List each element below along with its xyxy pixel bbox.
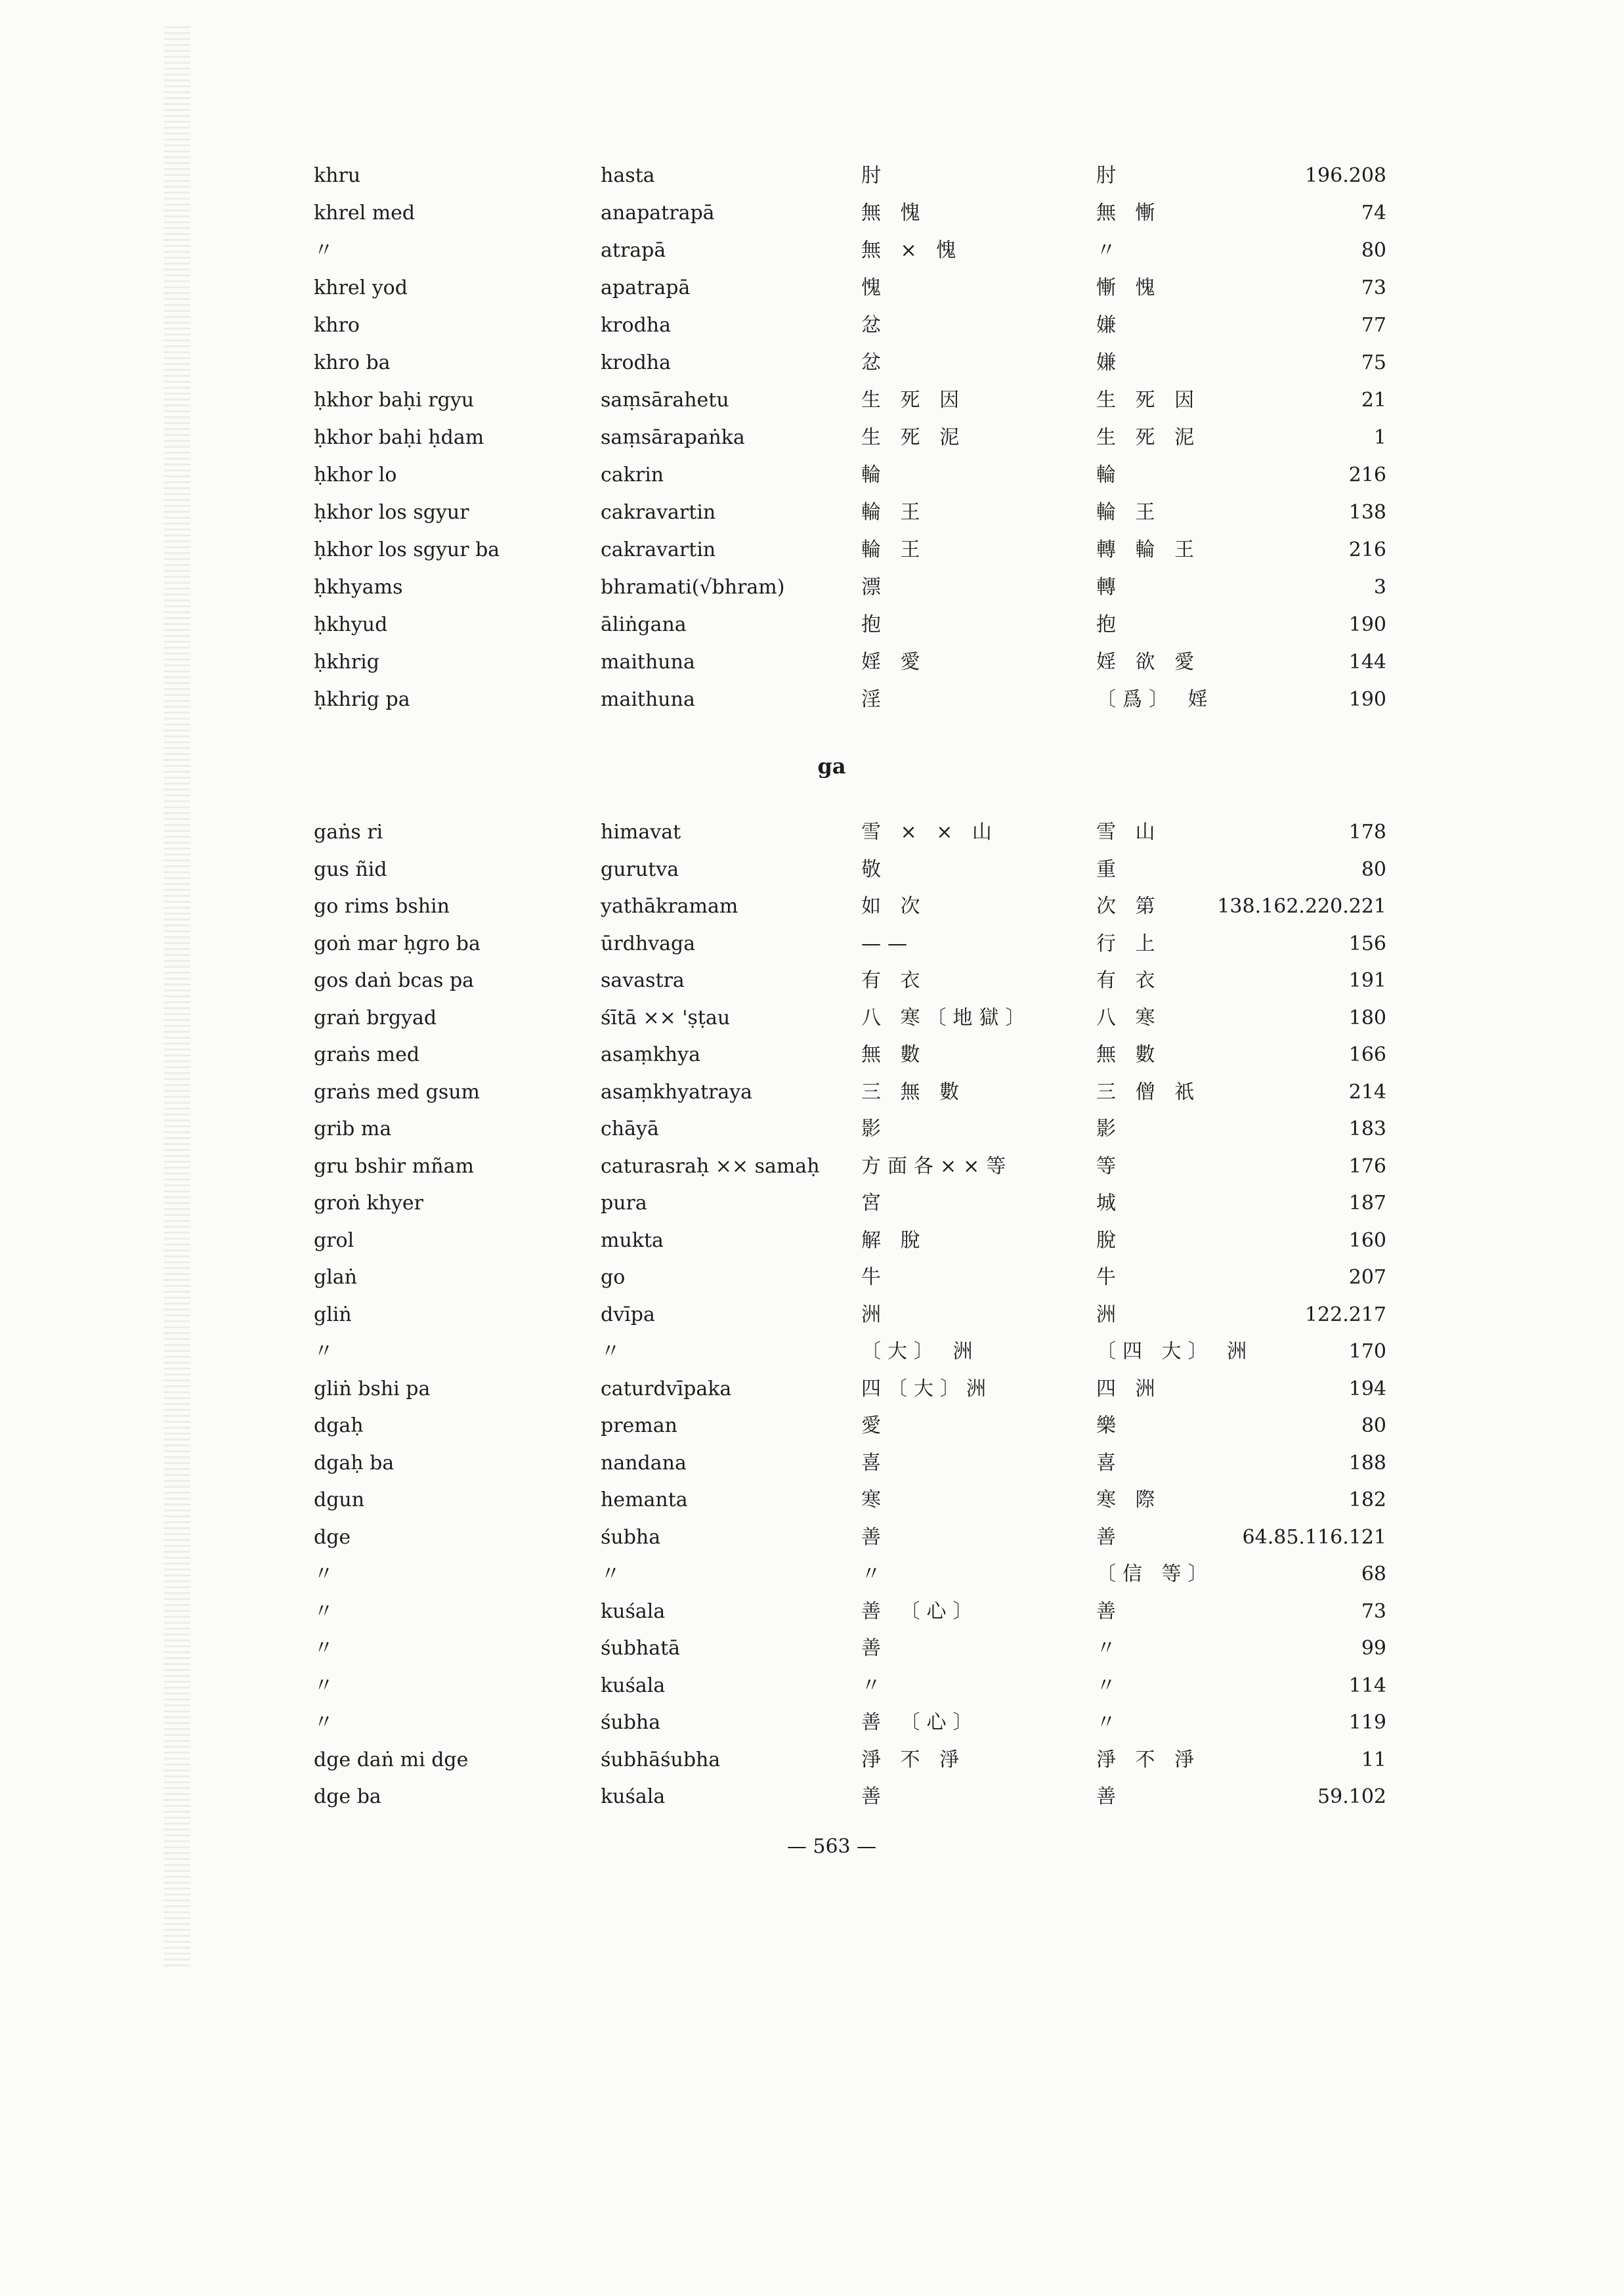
chinese-term-b: 無 慚 [1096, 202, 1162, 225]
reference-number: 156 [1348, 932, 1386, 955]
glossary-entry [0, 1223, 1624, 1259]
tibetan-term: grib ma [314, 1117, 392, 1140]
chinese-term-b: 等 [1096, 1154, 1122, 1178]
reference-number: 190 [1348, 613, 1386, 636]
tibetan-term: ḥkhrig pa [314, 688, 410, 711]
chinese-term-b: 城 [1096, 1192, 1122, 1215]
reference-number: 138.162.220.221 [1217, 895, 1386, 918]
chinese-term-a: 雪 × × 山 [861, 821, 998, 844]
tibetan-term: 〃 [314, 1674, 333, 1697]
tibetan-term: groṅ khyer [314, 1192, 424, 1215]
reference-number: 80 [1361, 1414, 1386, 1437]
chinese-term-b: 〃 [1096, 239, 1122, 262]
chinese-term-b: 牛 [1096, 1266, 1122, 1289]
glossary-entry [0, 607, 1624, 643]
tibetan-term: khrel med [314, 202, 416, 225]
tibetan-term: grol [314, 1228, 354, 1252]
reference-number: 214 [1348, 1080, 1386, 1104]
glossary-entry [0, 232, 1624, 269]
chinese-term-a: 〃 [861, 1674, 887, 1697]
reference-number: 196.208 [1304, 164, 1386, 187]
sanskrit-term: maithuna [601, 688, 695, 711]
tibetan-term: dge daṅ mi dge [314, 1748, 469, 1771]
sanskrit-term: nandana [601, 1451, 687, 1475]
reference-number: 114 [1348, 1674, 1386, 1697]
chinese-term-a: 愛 [861, 1414, 887, 1437]
tibetan-term: go rims bshin [314, 895, 450, 918]
chinese-term-a: 有 衣 [861, 969, 927, 992]
tibetan-term: ḥkhyams [314, 576, 403, 599]
chinese-term-b: 有 衣 [1096, 969, 1162, 992]
chinese-term-b: 輪 [1096, 464, 1122, 487]
reference-number: 178 [1348, 821, 1386, 844]
chinese-term-a: 三 無 數 [861, 1080, 966, 1104]
reference-number: 216 [1348, 464, 1386, 487]
chinese-term-a: 生 死 因 [861, 389, 966, 412]
sanskrit-term: mukta [601, 1228, 664, 1252]
sanskrit-term: 〃 [601, 1340, 620, 1363]
chinese-term-b: 生 死 泥 [1096, 426, 1201, 449]
reference-number: 188 [1348, 1451, 1386, 1475]
glossary-entry [0, 1371, 1624, 1408]
reference-number: 68 [1361, 1563, 1386, 1586]
tibetan-term: ḥkhor los sgyur [314, 501, 469, 524]
chinese-term-b: 善 [1096, 1525, 1122, 1549]
chinese-term-b: 〔信 等〕 [1096, 1563, 1214, 1586]
chinese-term-b: 生 死 因 [1096, 389, 1201, 412]
reference-number: 80 [1361, 857, 1386, 881]
chinese-term-b: 洲 [1096, 1303, 1122, 1326]
chinese-term-b: 〃 [1096, 1674, 1122, 1697]
glossary-entry [0, 195, 1624, 232]
chinese-term-b: 嫌 [1096, 351, 1122, 374]
chinese-term-a: 洲 [861, 1303, 887, 1326]
tibetan-term: 〃 [314, 1563, 333, 1586]
tibetan-term: dgun [314, 1488, 365, 1511]
chinese-term-b: 善 [1096, 1785, 1122, 1808]
reference-number: 160 [1348, 1228, 1386, 1252]
reference-number: 187 [1348, 1192, 1386, 1215]
sanskrit-term: apatrapā [601, 276, 691, 299]
sanskrit-term: pura [601, 1192, 647, 1215]
tibetan-term: dge [314, 1525, 351, 1549]
chinese-term-a: 方面各××等 [861, 1154, 1013, 1178]
glossary-entry [0, 494, 1624, 531]
chinese-term-a: 四〔大〕洲 [861, 1377, 993, 1400]
chinese-term-b: 無 數 [1096, 1043, 1162, 1066]
tibetan-term: graṅs med [314, 1043, 420, 1066]
chinese-term-b: 樂 [1096, 1414, 1122, 1437]
sanskrit-term: atrapā [601, 239, 666, 262]
sanskrit-term: śītā ×× 'ṣṭau [601, 1006, 731, 1029]
glossary-entry [0, 158, 1624, 194]
chinese-term-a: 善 [861, 1525, 887, 1549]
tibetan-term: 〃 [314, 1599, 333, 1623]
chinese-term-a: 肘 [861, 164, 887, 187]
reference-number: 194 [1348, 1377, 1386, 1400]
glossary-entry [0, 1074, 1624, 1111]
sanskrit-term: bhramati(√bhram) [601, 576, 785, 599]
sanskrit-term: cakrin [601, 464, 664, 487]
reference-number: 80 [1361, 239, 1386, 262]
chinese-term-b: 〃 [1096, 1711, 1122, 1734]
reference-number: 1 [1373, 426, 1386, 449]
chinese-term-b: 〃 [1096, 1637, 1122, 1660]
reference-number: 216 [1348, 538, 1386, 561]
glossary-entry [0, 270, 1624, 307]
glossary-entry [0, 1259, 1624, 1296]
sanskrit-term: śubha [601, 1711, 661, 1734]
glossary-entry [0, 1445, 1624, 1482]
chinese-term-a: 無 數 [861, 1043, 927, 1066]
glossary-entry [0, 1519, 1624, 1556]
chinese-term-a: —— [861, 932, 914, 955]
reference-number: 190 [1348, 688, 1386, 711]
glossary-entry [0, 382, 1624, 419]
chinese-term-b: 三 僧 祇 [1096, 1080, 1201, 1104]
chinese-term-a: 影 [861, 1117, 887, 1140]
sanskrit-term: kuśala [601, 1674, 666, 1697]
reference-number: 182 [1348, 1488, 1386, 1511]
sanskrit-term: cakravartin [601, 538, 716, 561]
tibetan-term: gos daṅ bcas pa [314, 969, 475, 992]
glossary-entry [0, 1111, 1624, 1148]
glossary-entry [0, 814, 1624, 851]
sanskrit-term: āliṅgana [601, 613, 687, 636]
glossary-entry [0, 1704, 1624, 1741]
sanskrit-term: go [601, 1266, 626, 1289]
chinese-term-a: 牛 [861, 1266, 887, 1289]
page-number: — 563 — [786, 1835, 877, 1858]
glossary-entry [0, 1333, 1624, 1370]
chinese-term-a: 如 次 [861, 895, 927, 918]
chinese-term-a: 善 〔心〕 [861, 1711, 979, 1734]
chinese-term-a: 輪 王 [861, 501, 927, 524]
tibetan-term: 〃 [314, 1711, 333, 1734]
reference-number: 166 [1348, 1043, 1386, 1066]
chinese-term-a: 解 脫 [861, 1228, 927, 1252]
chinese-term-b: 喜 [1096, 1451, 1122, 1475]
chinese-term-b: 影 [1096, 1117, 1122, 1140]
sanskrit-term: saṃsārapaṅka [601, 426, 745, 449]
chinese-term-b: 婬 欲 愛 [1096, 651, 1201, 674]
sanskrit-term: śubhatā [601, 1637, 681, 1660]
tibetan-term: dgaḥ ba [314, 1451, 395, 1475]
chinese-term-a: 〔大〕 洲 [861, 1340, 979, 1363]
sanskrit-term: ūrdhvaga [601, 932, 696, 955]
tibetan-term: gliṅ bshi pa [314, 1377, 431, 1400]
sanskrit-term: krodha [601, 351, 671, 374]
tibetan-term: goṅ mar ḥgro ba [314, 932, 481, 955]
chinese-term-b: 〔四 大〕 洲 [1096, 1340, 1254, 1363]
glossary-entry [0, 1000, 1624, 1037]
chinese-term-b: 轉 [1096, 576, 1122, 599]
sanskrit-term: yathākramam [601, 895, 738, 918]
tibetan-term: khro ba [314, 351, 391, 374]
glossary-entry [0, 569, 1624, 606]
tibetan-term: 〃 [314, 1340, 333, 1363]
reference-number: 75 [1361, 351, 1386, 374]
glossary-entry [0, 307, 1624, 344]
sanskrit-term: asaṃkhyatraya [601, 1080, 753, 1104]
sanskrit-term: saṃsārahetu [601, 389, 729, 412]
chinese-term-b: 慚 愧 [1096, 276, 1162, 299]
tibetan-term: graṅ brgyad [314, 1006, 437, 1029]
chinese-term-b: 八 寒 [1096, 1006, 1162, 1029]
sanskrit-term: hasta [601, 164, 655, 187]
glossary-entry [0, 926, 1624, 963]
chinese-term-b: 抱 [1096, 613, 1122, 636]
reference-number: 73 [1361, 1599, 1386, 1623]
chinese-term-b: 嫌 [1096, 314, 1122, 337]
sanskrit-term: maithuna [601, 651, 695, 674]
glossary-entry [0, 1593, 1624, 1630]
sanskrit-term: cakravartin [601, 501, 716, 524]
chinese-term-a: 愧 [861, 276, 887, 299]
reference-number: 180 [1348, 1006, 1386, 1029]
tibetan-term: dge ba [314, 1785, 381, 1808]
chinese-term-a: 婬 愛 [861, 651, 927, 674]
glossary-entry [0, 852, 1624, 888]
sanskrit-term: kuśala [601, 1599, 666, 1623]
reference-number: 64.85.116.121 [1242, 1525, 1386, 1549]
chinese-term-b: 重 [1096, 857, 1122, 881]
chinese-term-a: 淫 [861, 688, 887, 711]
reference-number: 3 [1373, 576, 1386, 599]
tibetan-term: khro [314, 314, 360, 337]
chinese-term-a: 〃 [861, 1563, 887, 1586]
chinese-term-a: 無 愧 [861, 202, 927, 225]
chinese-term-a: 八 寒〔地獄〕 [861, 1006, 1032, 1029]
sanskrit-term: krodha [601, 314, 671, 337]
tibetan-term: khru [314, 164, 361, 187]
chinese-term-b: 轉 輪 王 [1096, 538, 1201, 561]
reference-number: 191 [1348, 969, 1386, 992]
tibetan-term: ḥkhor los sgyur ba [314, 538, 500, 561]
sanskrit-term: chāyā [601, 1117, 659, 1140]
glossary-entry [0, 1148, 1624, 1185]
sanskrit-term: caturdvīpaka [601, 1377, 732, 1400]
glossary-entry [0, 345, 1624, 381]
tibetan-term: glaṅ [314, 1266, 358, 1289]
sanskrit-term: himavat [601, 821, 681, 844]
sanskrit-term: 〃 [601, 1563, 620, 1586]
glossary-entry [0, 1556, 1624, 1593]
tibetan-term: ḥkhyud [314, 613, 388, 636]
chinese-term-a: 無 × 愧 [861, 239, 963, 262]
tibetan-term: gru bshir mñam [314, 1154, 474, 1178]
glossary-entry [0, 1630, 1624, 1667]
chinese-term-b: 肘 [1096, 164, 1122, 187]
sanskrit-term: dvīpa [601, 1303, 655, 1326]
reference-number: 74 [1361, 202, 1386, 225]
reference-number: 207 [1348, 1266, 1386, 1289]
sanskrit-term: asaṃkhya [601, 1043, 700, 1066]
chinese-term-a: 淨 不 淨 [861, 1748, 966, 1771]
chinese-term-a: 忿 [861, 351, 887, 374]
glossary-entry [0, 1408, 1624, 1444]
chinese-term-b: 雪 山 [1096, 821, 1162, 844]
glossary-entry [0, 1668, 1624, 1704]
chinese-term-a: 敬 [861, 857, 887, 881]
glossary-entry [0, 457, 1624, 494]
tibetan-term: gliṅ [314, 1303, 352, 1326]
sanskrit-term: preman [601, 1414, 677, 1437]
reference-number: 170 [1348, 1340, 1386, 1363]
chinese-term-b: 寒 際 [1096, 1488, 1162, 1511]
chinese-term-b: 四 洲 [1096, 1377, 1162, 1400]
tibetan-term: ḥkhor lo [314, 464, 397, 487]
glossary-entry [0, 888, 1624, 925]
chinese-term-a: 忿 [861, 314, 887, 337]
reference-number: 77 [1361, 314, 1386, 337]
tibetan-term: 〃 [314, 1637, 333, 1660]
sanskrit-term: śubha [601, 1525, 661, 1549]
chinese-term-a: 善 [861, 1637, 887, 1660]
chinese-term-a: 生 死 泥 [861, 426, 966, 449]
tibetan-term: dgaḥ [314, 1414, 364, 1437]
reference-number: 138 [1348, 501, 1386, 524]
chinese-term-b: 脫 [1096, 1228, 1122, 1252]
reference-number: 144 [1348, 651, 1386, 674]
chinese-term-a: 宮 [861, 1192, 887, 1215]
glossary-entry [0, 644, 1624, 681]
sanskrit-term: gurutva [601, 857, 679, 881]
tibetan-term: 〃 [314, 239, 333, 262]
chinese-term-b: 〔爲〕 婬 [1096, 688, 1214, 711]
sanskrit-term: anapatrapā [601, 202, 715, 225]
tibetan-term: gaṅs ri [314, 821, 383, 844]
chinese-term-a: 善 [861, 1785, 887, 1808]
chinese-term-a: 輪 王 [861, 538, 927, 561]
chinese-term-a: 輪 [861, 464, 887, 487]
sanskrit-term: caturasraḥ ×× samaḥ [601, 1154, 820, 1178]
glossary-entry [0, 532, 1624, 569]
sanskrit-term: kuśala [601, 1785, 666, 1808]
sanskrit-term: savastra [601, 969, 685, 992]
tibetan-term: khrel yod [314, 276, 408, 299]
chinese-term-b: 行 上 [1096, 932, 1162, 955]
reference-number: 119 [1348, 1711, 1386, 1734]
tibetan-term: ḥkhor baḥi ḥdam [314, 426, 484, 449]
chinese-term-b: 次 第 [1096, 895, 1162, 918]
reference-number: 21 [1361, 389, 1386, 412]
glossary-entry [0, 1482, 1624, 1519]
glossary-entry [0, 1297, 1624, 1333]
glossary-entry [0, 1185, 1624, 1222]
reference-number: 73 [1361, 276, 1386, 299]
tibetan-term: ḥkhor baḥi rgyu [314, 389, 475, 412]
chinese-term-b: 淨 不 淨 [1096, 1748, 1201, 1771]
reference-number: 99 [1361, 1637, 1386, 1660]
tibetan-term: gus ñid [314, 857, 387, 881]
sanskrit-term: śubhāśubha [601, 1748, 721, 1771]
chinese-term-a: 寒 [861, 1488, 887, 1511]
glossary-entry [0, 682, 1624, 718]
sanskrit-term: hemanta [601, 1488, 688, 1511]
reference-number: 176 [1348, 1154, 1386, 1178]
glossary-entry [0, 1037, 1624, 1073]
chinese-term-a: 漂 [861, 576, 887, 599]
section-heading-ga: ga [817, 754, 846, 779]
chinese-term-a: 喜 [861, 1451, 887, 1475]
glossary-entry [0, 963, 1624, 999]
chinese-term-a: 善 〔心〕 [861, 1599, 979, 1623]
tibetan-term: graṅs med gsum [314, 1080, 480, 1104]
glossary-entry [0, 1779, 1624, 1815]
chinese-term-a: 抱 [861, 613, 887, 636]
reference-number: 59.102 [1317, 1785, 1386, 1808]
glossary-entry [0, 420, 1624, 456]
glossary-entry [0, 1742, 1624, 1779]
reference-number: 11 [1361, 1748, 1386, 1771]
reference-number: 183 [1348, 1117, 1386, 1140]
chinese-term-b: 輪 王 [1096, 501, 1162, 524]
chinese-term-b: 善 [1096, 1599, 1122, 1623]
reference-number: 122.217 [1304, 1303, 1386, 1326]
tibetan-term: ḥkhrig [314, 651, 379, 674]
